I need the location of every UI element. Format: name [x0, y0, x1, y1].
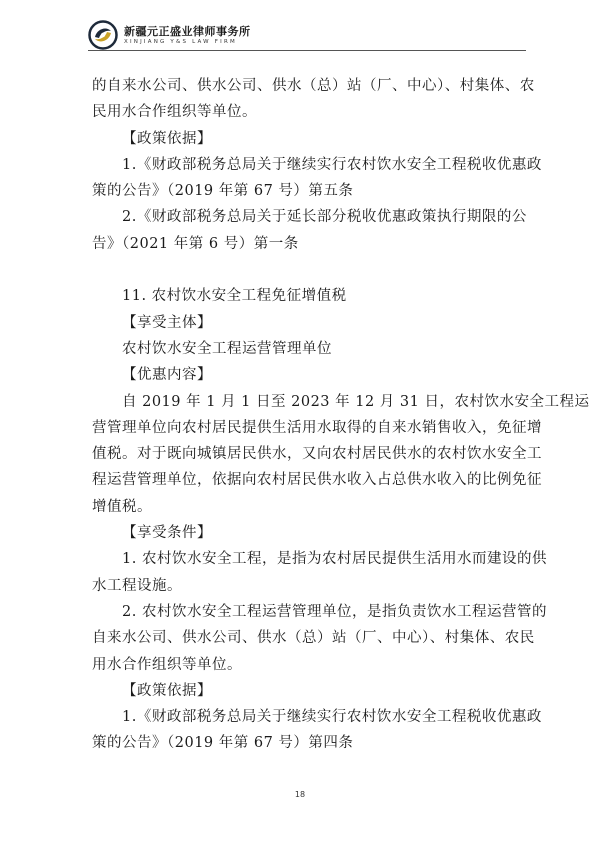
- section-heading: 【享受主体】: [122, 314, 212, 331]
- paragraph-line: 自 2019 年 1 月 1 日至 2023 年 12 月 31 日，农村饮水安全工程运: [122, 393, 590, 410]
- section-title: 11. 农村饮水安全工程免征增值税: [122, 288, 347, 305]
- paragraph-line: 程运营管理单位，依据向农村居民供水收入占总供水收入的比例免征: [92, 472, 542, 489]
- paragraph-line: 2. 农村饮水安全工程运营管理单位，是指负责饮水工程运营管的: [122, 603, 547, 620]
- paragraph-line: 用水合作组织等单位。: [92, 656, 242, 673]
- page-number: 18: [294, 790, 306, 799]
- paragraph-line: 策的公告》（2019 年第 67 号）第五条: [92, 183, 354, 200]
- letterhead: [88, 18, 251, 52]
- paragraph-line: 1.《财政部税务总局关于继续实行农村饮水安全工程税收优惠政: [122, 709, 542, 726]
- firm-logo-icon: [88, 20, 118, 50]
- blank-line: [92, 257, 516, 283]
- paragraph-line: 的自来水公司、供水公司、供水（总）站（厂、中心）、村集体、农: [92, 78, 535, 94]
- paragraph-line: 增值税。: [92, 498, 152, 515]
- section-heading: 【享受条件】: [122, 525, 212, 542]
- section-heading: 【优惠内容】: [122, 367, 212, 384]
- firm-name: [124, 25, 251, 46]
- header-divider: [88, 50, 526, 51]
- section-heading: 【政策依据】: [122, 130, 212, 147]
- document-body: [92, 73, 590, 757]
- paragraph-line: 策的公告》（2019 年第 67 号）第四条: [92, 735, 354, 752]
- paragraph-line: 1. 农村饮水安全工程，是指为农村居民提供生活用水而建设的供: [122, 551, 547, 568]
- paragraph-line: 农村饮水安全工程运营管理单位: [122, 340, 332, 357]
- paragraph-line: 营管理单位向农村居民提供生活用水取得的自来水销售收入，免征增: [92, 419, 542, 436]
- paragraph-line: 告》（2021 年第 6 号）第一条: [92, 235, 299, 252]
- paragraph-line: 2.《财政部税务总局关于延长部分税收优惠政策执行期限的公: [122, 209, 527, 226]
- paragraph-line: 值税。对于既向城镇居民供水，又向农村居民供水的农村饮水安全工: [92, 446, 542, 463]
- paragraph-line: 1.《财政部税务总局关于继续实行农村饮水安全工程税收优惠政: [122, 156, 542, 173]
- section-heading: 【政策依据】: [122, 682, 212, 699]
- paragraph-line: 水工程设施。: [92, 577, 182, 594]
- firm-name-en: XINJIANG Y&S LAW FIRM: [124, 38, 237, 45]
- paragraph-line: 民用水合作组织等单位。: [92, 104, 257, 121]
- paragraph-line: 自来水公司、供水公司、供水（总）站（厂、中心）、村集体、农民: [92, 630, 535, 647]
- firm-name-cn: 新疆元正盛业律师事务所: [124, 24, 251, 38]
